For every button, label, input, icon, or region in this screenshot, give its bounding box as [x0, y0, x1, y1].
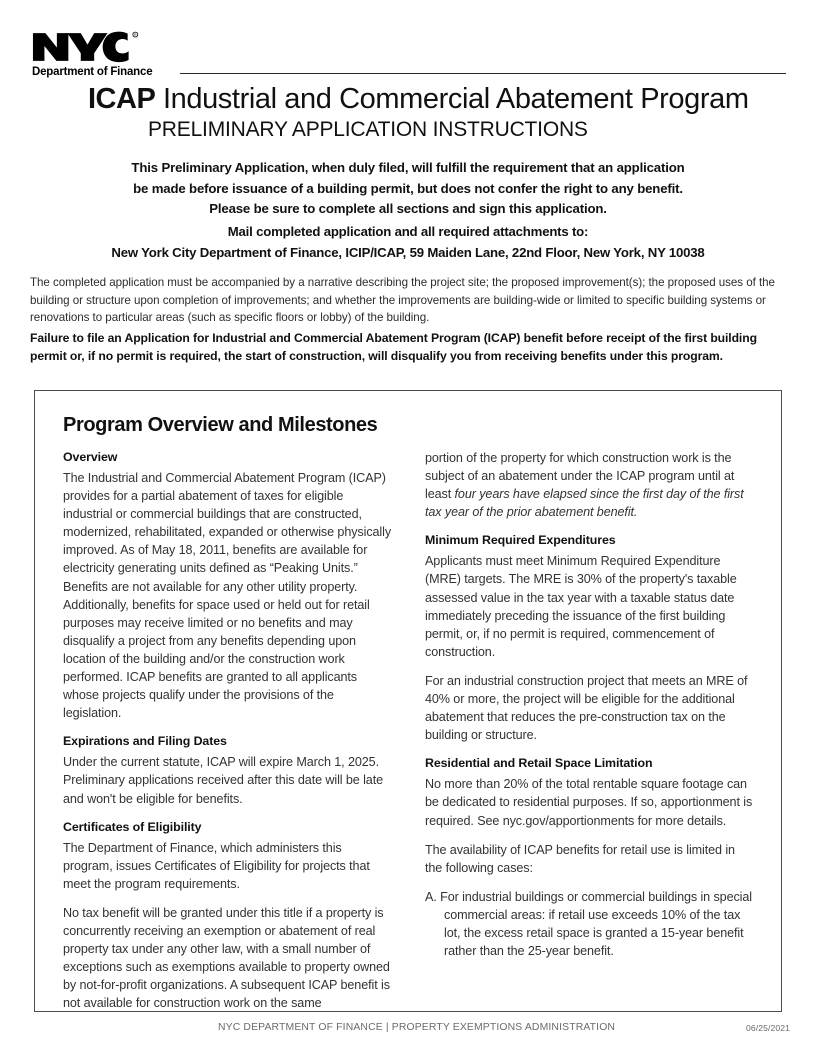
nyc-logo-icon [32, 30, 142, 64]
paragraph-retail-1: No more than 20% of the total rentable square footage can be dedicated to residential purposes. If so, apportionment is required. See nyc.gov/apportionments for more details. [425, 777, 753, 828]
intro-line-3: Please be sure to complete all sections and sign this application. [209, 201, 607, 216]
department-name: Department of Finance [32, 66, 153, 78]
right-column [425, 449, 755, 971]
footer-revision-date: 06/25/2021 [745, 1023, 790, 1033]
paragraph-mre-2: For an industrial construction project that meets an MRE of 40% or more, the project will be eligible for the additional abatement that reduces the pre-construction tax on the building or structure. [425, 673, 748, 743]
program-overview-box [34, 390, 782, 1012]
page-footer [0, 1022, 816, 1042]
mail-address: New York City Department of Finance, ICIP/ICAP, 59 Maiden Lane, 22nd Floor, New York, NY 10038 [111, 244, 705, 260]
intro-line-2: be made before issuance of a building permit, but does not confer the right to any benefit. [133, 180, 683, 196]
heading-minimum-required-expenditures: Minimum Required Expenditures [425, 533, 616, 548]
svg-text:R: R [134, 33, 137, 38]
program-title: Industrial and Commercial Abatement Program [162, 83, 749, 115]
document-subtitle: PRELIMINARY APPLICATION INSTRUCTIONS [148, 118, 588, 141]
mail-heading: Mail completed application and all required attachments to: [227, 224, 589, 239]
paragraph-certificates-1: The Department of Finance, which administers this program, issues Certificates of Eligibility for projects that meet the program requirements. [63, 840, 370, 891]
narrative-requirement-paragraph: The completed application must be accompanied by a narrative describing the project site; the proposed improvement(s); the proposed uses of the building or structure upon completion of improvements; and whether the improvements are building-wide or limited to specific building systems or renovations to particular areas (such as specific floors or lobby) of the building. [30, 276, 775, 324]
program-overview-inner [63, 413, 755, 1011]
heading-overview: Overview [63, 450, 118, 464]
heading-residential-retail-space-limitation: Residential and Retail Space Limitation [425, 756, 653, 771]
paragraph-certificates-2: No tax benefit will be granted under this title if a property is concurrently receiving an exemption or abatement of real property tax under any other law, with a small number of exceptions such as exemptions available to property owned by not-for-profit organizations. A subsequent ICAP benefit is not available for construction work on the same [63, 905, 390, 1011]
agency-logo-block [32, 30, 172, 78]
paragraph-expirations: Under the current statute, ICAP will expire March 1, 2025. Preliminary applications received after this date will be late and won't be eligible for benefits. [63, 755, 383, 806]
failure-to-file-notice: Failure to file an Application for Industrial and Commercial Abatement Program (ICAP) benefit before receipt of the first building permit or, if no permit is required, the start of construction, will disqualify you from receiving benefits under this program. [30, 331, 757, 363]
mailing-instructions [28, 222, 788, 263]
footer-agency-line: NYC DEPARTMENT OF FINANCE | PROPERTY EXEMPTIONS ADMINISTRATION [218, 1022, 616, 1033]
paragraph-overview: The Industrial and Commercial Abatement Program (ICAP) provides for a partial abatement of taxes for eligible industrial or commercial buildings that are constructed, modernized, rehabilitated, expanded or otherwise physically improved. As of May 18, 2011, benefits are available for electricity generating units defined as “Peaking Units.” Benefits are not available for any other utility property. Additionally, benefits for space used or held out for retail purposes may receive limited or no benefits and may disqualify a project from any benefits depending upon location of the building and/or the construction work performed. ICAP benefits are granted to all applicants whose projects qualify under the provisions of the legislation. [63, 471, 392, 721]
continuation-lead-text: portion of the property for which construction work is the subject of an abatement under the ICAP program until at least [425, 451, 735, 502]
paragraph-mre-1: Applicants must meet Minimum Required Expenditure (MRE) targets. The MRE is 30% of the property's taxable assessed value in the tax year with a taxable status date immediately preceding the issuance of the first building permit, or, if no permit is required, commencement of construction. [425, 554, 737, 659]
left-column [63, 449, 393, 1012]
header-divider-rule [180, 73, 786, 74]
heading-certificates-of-eligibility: Certificates of Eligibility [63, 819, 202, 834]
paragraph-retail-2: The availability of ICAP benefits for retail use is limited in the following cases: [425, 842, 735, 875]
program-title-line [88, 82, 788, 116]
masthead [32, 30, 786, 140]
list-item-a: A. For industrial buildings or commercial buildings in special commercial areas: if retail use exceeds 10% of the tax lot, the excess retail space is granted a 15-year benefit rather than the 25-year benefit. [425, 889, 752, 959]
title-row [88, 82, 788, 143]
continuation-italic-text: four years have elapsed since the first day of the first tax year of the prior abatement benefit. [425, 487, 744, 520]
section-heading-program-overview: Program Overview and Milestones [63, 414, 378, 436]
heading-expirations-filing-dates: Expirations and Filing Dates [63, 734, 227, 749]
preliminary-application-notice [48, 158, 768, 220]
paragraph-continuation [425, 449, 755, 521]
intro-line-1: This Preliminary Application, when duly filed, will fulfill the requirement that an application [131, 160, 685, 175]
program-abbreviation: ICAP [88, 83, 156, 115]
